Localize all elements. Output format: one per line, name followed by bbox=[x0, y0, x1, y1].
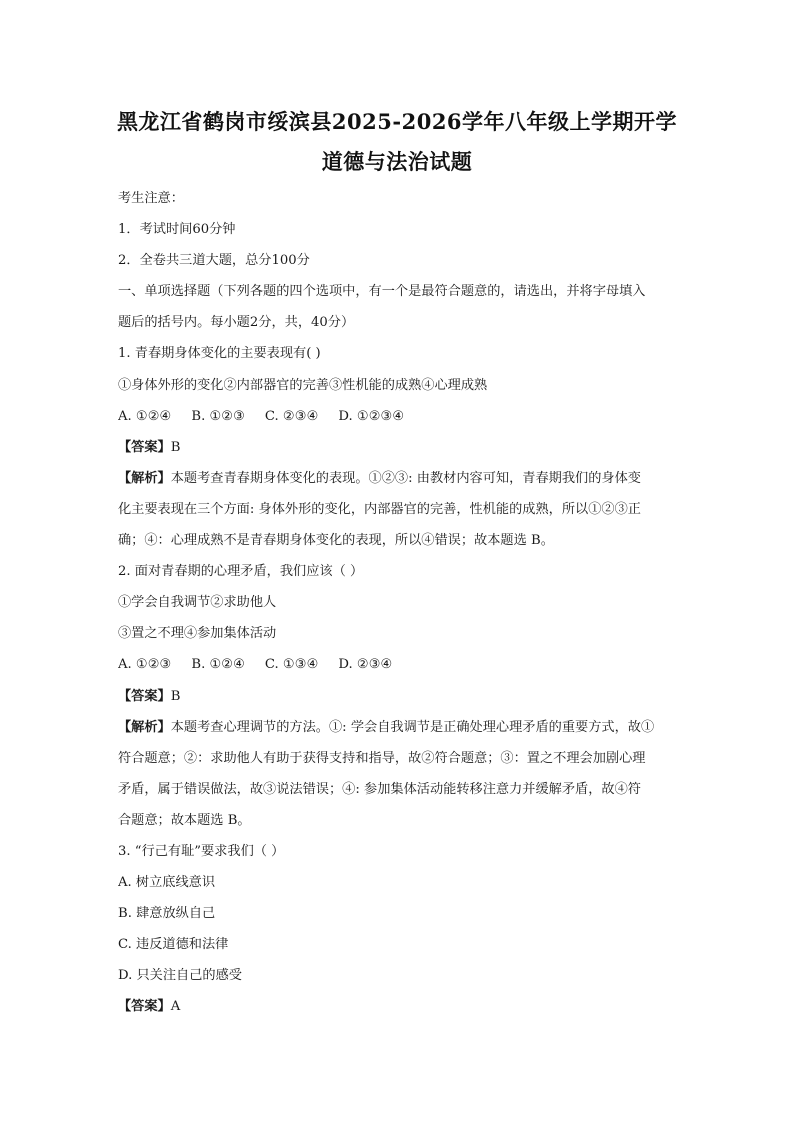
option-b: B. ①②④ bbox=[191, 657, 245, 673]
answer-label: 【答案】 bbox=[118, 688, 171, 704]
answer-value: A bbox=[170, 999, 181, 1015]
option-b: B. ①②③ bbox=[191, 408, 245, 424]
question-stem: 2. 面对青春期的心理矛盾，我们应该（ ） bbox=[118, 564, 364, 580]
option-a: A. ①②③ bbox=[118, 657, 172, 673]
question-stem: 3. “行己有耻”要求我们（ ） bbox=[118, 843, 285, 859]
analysis-line bbox=[118, 463, 682, 494]
analysis-text: 化主要表现在三个方面: 身体外形的变化，内部器官的完善，性机能的成熟，所以①②③正 bbox=[118, 501, 641, 517]
answer-line bbox=[118, 432, 682, 463]
page-title-line-2: 道德与法治试题 bbox=[321, 149, 473, 174]
option-a: A. 树立底线意识 bbox=[118, 875, 216, 891]
option-b: B. 肆意放纵自己 bbox=[118, 906, 216, 922]
option-a: A. ①②④ bbox=[118, 408, 172, 424]
question-options bbox=[118, 649, 682, 680]
exam-content bbox=[118, 183, 682, 1023]
option-c: C. ①③④ bbox=[264, 657, 319, 673]
notice-heading: 考生注意： bbox=[118, 191, 184, 206]
question-statements: ③置之不理④参加集体活动 bbox=[118, 626, 277, 642]
option-d: D. ②③④ bbox=[338, 657, 393, 673]
answer-line bbox=[118, 681, 682, 712]
analysis-line bbox=[118, 712, 682, 743]
answer-value: B bbox=[170, 688, 181, 704]
section-heading: 一、单项选择题（下列各题的四个选项中，有一个是最符合题意的，请选出，并将字母填入 bbox=[118, 284, 646, 300]
question-stem: 1. 青春期身体变化的主要表现有( ) bbox=[118, 346, 321, 362]
option-d: D. 只关注自己的感受 bbox=[118, 968, 242, 984]
question-statements: ①身体外形的变化②内部器官的完善③性机能的成熟④心理成熟 bbox=[118, 377, 488, 393]
analysis-text: 合题意；故本题选 B。 bbox=[118, 812, 251, 828]
analysis-text: 确；④：心理成熟不是青春期身体变化的表现，所以④错误；故本题选 B。 bbox=[118, 533, 554, 549]
page-title-line-1: 黑龙江省鹤岗市绥滨县2025-2026学年八年级上学期开学 bbox=[116, 109, 678, 134]
analysis-text: 符合题意；②：求助他人有助于获得支持和指导，故②符合题意；③：置之不理会加剧心理 bbox=[118, 750, 646, 766]
answer-line bbox=[118, 991, 682, 1022]
question-options bbox=[118, 401, 682, 432]
analysis-text: 本题考查心理调节的方法。①: 学会自我调节是正确处理心理矛盾的重要方式，故① bbox=[170, 719, 655, 735]
analysis-label: 【解析】 bbox=[118, 470, 171, 486]
option-c: C. ②③④ bbox=[264, 408, 319, 424]
analysis-text: 本题考查青春期身体变化的表现。①②③: 由教材内容可知，青春期我们的身体变 bbox=[170, 470, 641, 486]
answer-value: B bbox=[170, 439, 181, 455]
option-c: C. 违反道德和法律 bbox=[118, 937, 229, 953]
question-statements: ①学会自我调节②求助他人 bbox=[118, 595, 277, 611]
notice-item: 1．考试时间60分钟 bbox=[118, 222, 236, 238]
option-d: D. ①②③④ bbox=[338, 408, 405, 424]
analysis-label: 【解析】 bbox=[118, 719, 171, 735]
section-heading-cont: 题后的括号内。每小题2分，共，40分） bbox=[118, 315, 355, 331]
analysis-text: 矛盾，属于错误做法，故③说法错误；④: 参加集体活动能转移注意力并缓解矛盾，故④符 bbox=[118, 781, 641, 797]
answer-label: 【答案】 bbox=[118, 439, 171, 455]
answer-label: 【答案】 bbox=[118, 999, 171, 1015]
notice-item: 2．全卷共三道大题，总分100分 bbox=[118, 253, 310, 269]
